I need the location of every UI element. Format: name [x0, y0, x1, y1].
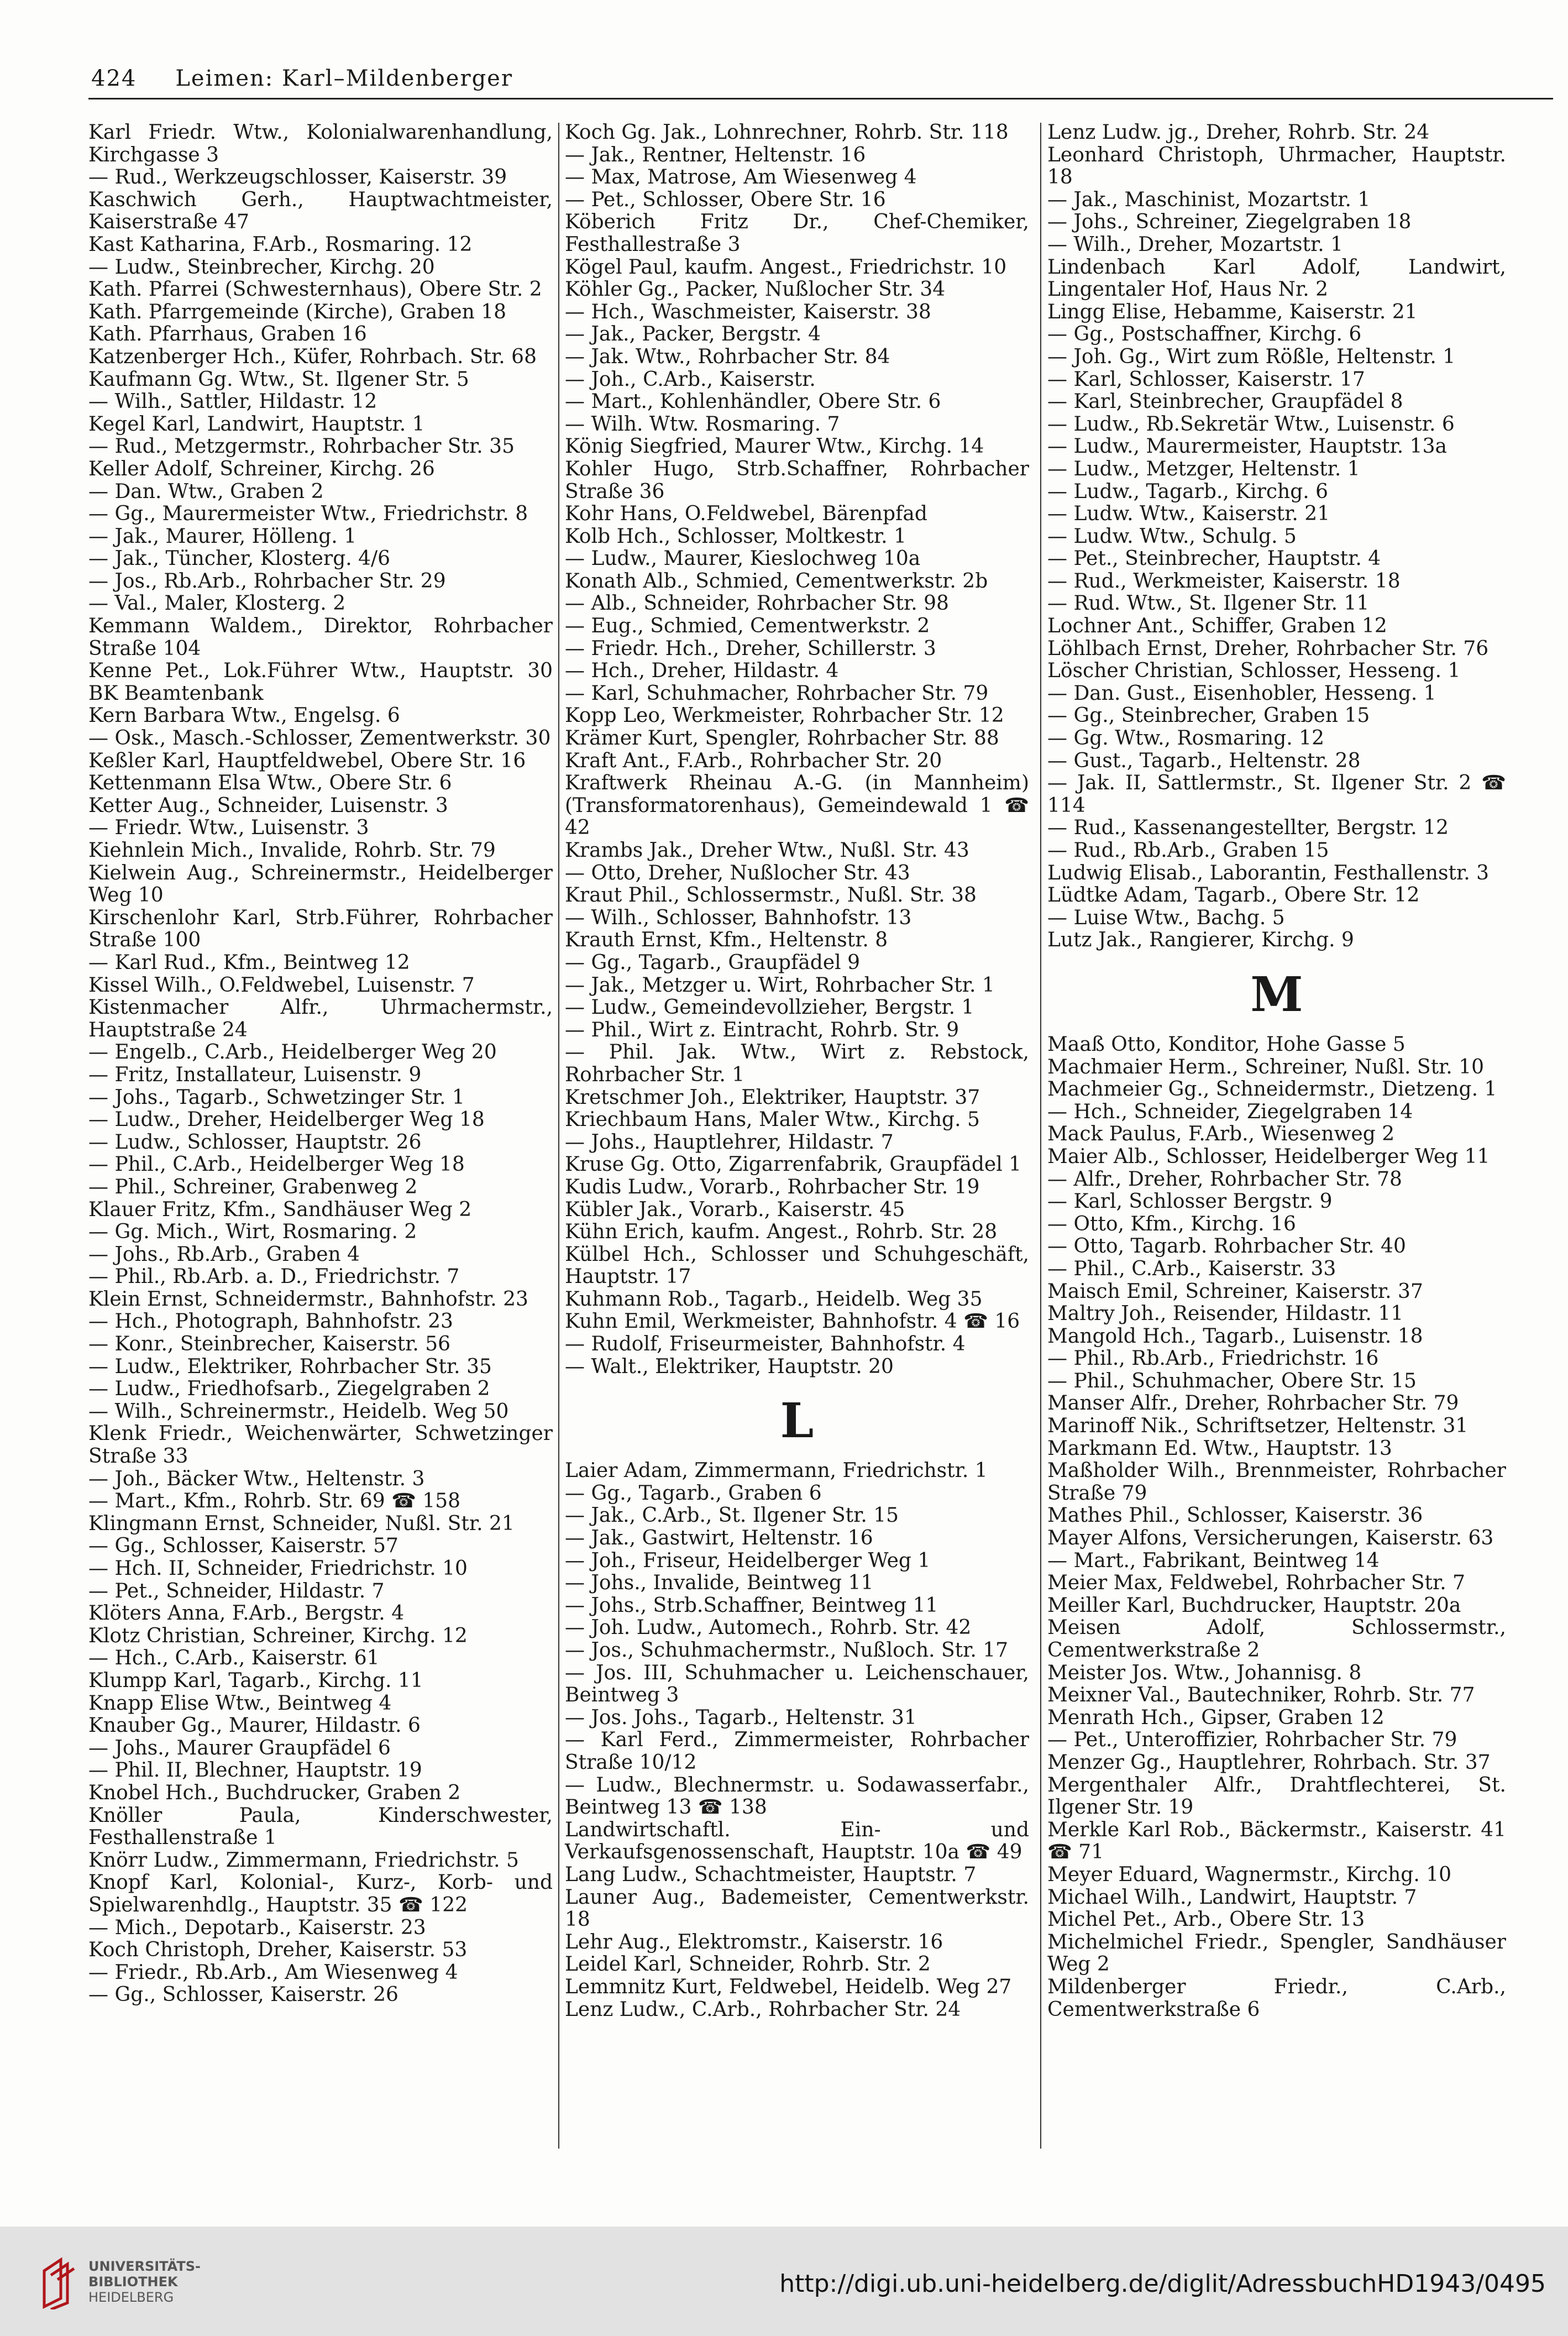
directory-entry: Kriechbaum Hans, Maler Wtw., Kirchg. 5 — [565, 1108, 980, 1132]
directory-entry: — Rud., Werkmeister, Kaiserstr. 18 — [1047, 569, 1401, 593]
directory-entry: Knobel Hch., Buchdrucker, Graben 2 — [88, 1781, 461, 1804]
entry-list — [1047, 1034, 1506, 2021]
directory-entry: — Rud. Wtw., St. Ilgener Str. 11 — [1047, 592, 1370, 615]
directory-entry: Knopf Karl, Kolonial-, Kurz-, Korb- und Spielwarenhdlg., Hauptstr. 35 ☎ 122 — [88, 1871, 553, 1916]
directory-entry: Koch Gg. Jak., Lohnrechner, Rohrb. Str. 118 — [565, 121, 1009, 144]
directory-entry: — Johs., Maurer Graupfädel 6 — [88, 1736, 391, 1759]
directory-entry: Launer Aug., Bademeister, Cementwerkstr. 18 — [565, 1885, 1029, 1931]
directory-entry: — Fritz, Installateur, Luisenstr. 9 — [88, 1063, 422, 1086]
directory-entry: — Jos., Rb.Arb., Rohrbacher Str. 29 — [88, 569, 446, 593]
header-rule — [88, 98, 1553, 99]
directory-entry: — Gg. Mich., Wirt, Rosmaring. 2 — [88, 1221, 417, 1244]
directory-entry: Lingg Elise, Hebamme, Kaiserstr. 21 — [1047, 300, 1418, 323]
directory-entry: Meiller Karl, Buchdrucker, Hauptstr. 20a — [1047, 1594, 1461, 1617]
directory-entry: — Joh. Gg., Wirt zum Rößle, Heltenstr. 1 — [1047, 345, 1456, 368]
directory-entry: Ketter Aug., Schneider, Luisenstr. 3 — [88, 794, 448, 817]
directory-entry: — Mart., Kohlenhändler, Obere Str. 6 — [565, 390, 941, 413]
directory-entry: Menrath Hch., Gipser, Graben 12 — [1047, 1706, 1385, 1729]
directory-entry: — Ludw., Dreher, Heidelberger Weg 18 — [88, 1108, 485, 1132]
directory-entry: Mildenberger Friedr., C.Arb., Cementwerkstraße 6 — [1047, 1975, 1506, 2021]
directory-entry: — Ludw., Steinbrecher, Kirchg. 20 — [88, 255, 435, 279]
directory-entry: Meister Jos. Wtw., Johannisg. 8 — [1047, 1661, 1362, 1684]
directory-entry: — Otto, Dreher, Nußlocher Str. 43 — [565, 861, 910, 884]
directory-entry: Michelmichel Friedr., Spengler, Sandhäuser Weg 2 — [1047, 1930, 1506, 1976]
directory-entry: Knapp Elise Wtw., Beintweg 4 — [88, 1691, 392, 1715]
directory-entry: — Gg., Maurermeister Wtw., Friedrichstr. 8 — [88, 502, 528, 526]
directory-entry: — Engelb., C.Arb., Heidelberger Weg 20 — [88, 1041, 497, 1064]
directory-entry: — Karl Rud., Kfm., Beintweg 12 — [88, 951, 410, 974]
directory-entry: Kaschwich Gerh., Hauptwachtmeister, Kaiserstraße 47 — [88, 188, 553, 234]
directory-entry: Maaß Otto, Konditor, Hohe Gasse 5 — [1047, 1033, 1406, 1056]
directory-entry: — Gust., Tagarb., Heltenstr. 28 — [1047, 749, 1361, 772]
column-divider — [558, 123, 559, 2149]
directory-entry: Maltry Joh., Reisender, Hildastr. 11 — [1047, 1302, 1404, 1326]
section-letter-m: M — [1250, 966, 1303, 1023]
directory-entry: — Jos. Johs., Tagarb., Heltenstr. 31 — [565, 1706, 917, 1729]
directory-entry: — Jak. II, Sattlermstr., St. Ilgener Str. 2 ☎ 114 — [1047, 772, 1506, 817]
directory-entry: — Jak., C.Arb., St. Ilgener Str. 15 — [565, 1504, 899, 1527]
directory-entry: — Mich., Depotarb., Kaiserstr. 23 — [88, 1916, 426, 1939]
directory-entry: Lehr Aug., Elektromstr., Kaiserstr. 16 — [565, 1930, 943, 1953]
directory-entry: — Johs., Schreiner, Ziegelgraben 18 — [1047, 211, 1412, 234]
directory-entry: Kraftwerk Rheinau A.-G. (in Mannheim) (Transformatorenhaus), Gemeindewald 1 ☎ 42 — [565, 772, 1029, 840]
directory-entry: — Jak., Rentner, Heltenstr. 16 — [565, 143, 866, 166]
directory-entry: — Walt., Elektriker, Hauptstr. 20 — [565, 1355, 894, 1378]
directory-column-3 — [1047, 122, 1506, 2021]
directory-entry: — Jak., Tüncher, Klosterg. 4/6 — [88, 547, 391, 570]
directory-entry: Kast Katharina, F.Arb., Rosmaring. 12 — [88, 233, 473, 256]
directory-entry: — Johs., Invalide, Beintweg 11 — [565, 1572, 874, 1595]
directory-entry: Kath. Pfarrhaus, Graben 16 — [88, 323, 367, 346]
directory-entry: — Phil., Rb.Arb. a. D., Friedrichstr. 7 — [88, 1265, 460, 1289]
directory-entry: — Ludw., Elektriker, Rohrbacher Str. 35 — [88, 1355, 492, 1378]
directory-entry: Kistenmacher Alfr., Uhrmachermstr., Hauptstraße 24 — [88, 996, 553, 1041]
directory-entry: Köberich Fritz Dr., Chef-Chemiker, Festhallestraße 3 — [565, 211, 1029, 256]
entry-list — [88, 122, 553, 2007]
directory-entry: Laier Adam, Zimmermann, Friedrichstr. 1 — [565, 1459, 988, 1483]
directory-entry: Merkle Karl Rob., Bäckermstr., Kaiserstr. 41 ☎ 71 — [1047, 1818, 1506, 1864]
directory-entry: Landwirtschaftl. Ein- und Verkaufsgenossenschaft, Hauptstr. 10a ☎ 49 — [565, 1818, 1029, 1864]
library-name: UNIVERSITÄTS- BIBLIOTHEK HEIDELBERG — [88, 2259, 201, 2305]
directory-column-1 — [88, 122, 553, 2007]
directory-entry: — Wilh., Schreinermstr., Heidelb. Weg 50 — [88, 1400, 509, 1423]
directory-entry: Lang Ludw., Schachtmeister, Hauptstr. 7 — [565, 1863, 977, 1886]
directory-entry: — Phil., Schuhmacher, Obere Str. 15 — [1047, 1369, 1417, 1392]
directory-entry: Menzer Gg., Hauptlehrer, Rohrbach. Str. 37 — [1047, 1751, 1491, 1774]
directory-entry: — Karl Ferd., Zimmermeister, Rohrbacher Straße 10/12 — [565, 1729, 1029, 1774]
directory-entry: — Pet., Steinbrecher, Hauptstr. 4 — [1047, 547, 1381, 570]
directory-entry: — Ludw., Tagarb., Kirchg. 6 — [1047, 480, 1329, 503]
directory-entry: Lemmnitz Kurt, Feldwebel, Heidelb. Weg 27 — [565, 1975, 1012, 1998]
directory-entry: — Pet., Schneider, Hildastr. 7 — [88, 1579, 385, 1602]
directory-entry: Konath Alb., Schmied, Cementwerkstr. 2b — [565, 569, 988, 593]
directory-entry: — Jak., Maschinist, Mozartstr. 1 — [1047, 188, 1371, 211]
directory-entry: Kudis Ludw., Vorarb., Rohrbacher Str. 19 — [565, 1175, 980, 1198]
directory-entry: — Rud., Rb.Arb., Graben 15 — [1047, 839, 1329, 862]
directory-entry: — Jak. Wtw., Rohrbacher Str. 84 — [565, 345, 890, 368]
directory-entry: — Phil., Wirt z. Eintracht, Rohrb. Str. 9 — [565, 1018, 959, 1041]
directory-entry: — Johs., Rb.Arb., Graben 4 — [88, 1243, 360, 1266]
directory-entry: — Hch., Dreher, Hildastr. 4 — [565, 659, 839, 683]
directory-entry: — Phil., C.Arb., Heidelberger Weg 18 — [88, 1153, 465, 1176]
directory-entry: Mack Paulus, F.Arb., Wiesenweg 2 — [1047, 1123, 1395, 1146]
directory-entry: — Gg., Postschaffner, Kirchg. 6 — [1047, 323, 1362, 346]
directory-entry: — Hch., Schneider, Ziegelgraben 14 — [1047, 1100, 1413, 1123]
directory-entry: — Alb., Schneider, Rohrbacher Str. 98 — [565, 592, 949, 615]
directory-entry: — Ludw., Rb.Sekretär Wtw., Luisenstr. 6 — [1047, 412, 1455, 436]
directory-entry: — Wilh., Schlosser, Bahnhofstr. 13 — [565, 906, 912, 929]
directory-entry: — Karl, Schlosser Bergstr. 9 — [1047, 1190, 1333, 1213]
directory-entry: — Dan. Gust., Eisenhobler, Hesseng. 1 — [1047, 682, 1436, 705]
directory-entry: Machmeier Gg., Schneidermstr., Dietzeng. 1 — [1047, 1078, 1497, 1101]
directory-entry: Maisch Emil, Schreiner, Kaiserstr. 37 — [1047, 1280, 1423, 1303]
directory-entry: — Jak., Gastwirt, Heltenstr. 16 — [565, 1527, 873, 1550]
directory-entry: — Friedr. Wtw., Luisenstr. 3 — [88, 816, 369, 840]
directory-entry: Knauber Gg., Maurer, Hildastr. 6 — [88, 1714, 421, 1737]
directory-entry: Kath. Pfarrgemeinde (Kirche), Graben 18 — [88, 300, 507, 323]
directory-entry: Manser Alfr., Dreher, Rohrbacher Str. 79 — [1047, 1392, 1459, 1415]
directory-entry: Lochner Ant., Schiffer, Graben 12 — [1047, 615, 1387, 638]
directory-entry: Kath. Pfarrei (Schwesternhaus), Obere Str. 2 — [88, 278, 542, 301]
directory-entry: Leonhard Christoph, Uhrmacher, Hauptstr. 18 — [1047, 143, 1506, 189]
directory-entry: Mangold Hch., Tagarb., Luisenstr. 18 — [1047, 1324, 1423, 1348]
directory-entry: Klingmann Ernst, Schneider, Nußl. Str. 21 — [88, 1512, 515, 1535]
directory-entry: — Ludw. Wtw., Kaiserstr. 21 — [1047, 502, 1330, 526]
directory-entry: Klotz Christian, Schreiner, Kirchg. 12 — [88, 1624, 468, 1647]
directory-entry: — Otto, Kfm., Kirchg. 16 — [1047, 1212, 1296, 1235]
directory-entry: Michel Pet., Arb., Obere Str. 13 — [1047, 1908, 1365, 1931]
library-logo-icon — [39, 2254, 85, 2309]
directory-entry: Kuhmann Rob., Tagarb., Heidelb. Weg 35 — [565, 1287, 983, 1311]
directory-entry: — Jos., Schuhmachermstr., Nußloch. Str. 17 — [565, 1639, 1009, 1662]
directory-entry: — Friedr. Hch., Dreher, Schillerstr. 3 — [565, 637, 936, 660]
directory-entry: — Ludw. Wtw., Schulg. 5 — [1047, 525, 1297, 548]
directory-entry: Marinoff Nik., Schriftsetzer, Heltenstr. 31 — [1047, 1415, 1469, 1438]
directory-entry: Klein Ernst, Schneidermstr., Bahnhofstr. 23 — [88, 1287, 528, 1311]
directory-entry: Kopp Leo, Werkmeister, Rohrbacher Str. 12 — [565, 704, 1004, 727]
directory-entry: Klauer Fritz, Kfm., Sandhäuser Weg 2 — [88, 1198, 472, 1221]
directory-entry: Mergenthaler Alfr., Drahtflechterei, St. Ilgener Str. 19 — [1047, 1773, 1506, 1819]
directory-entry: — Gg. Wtw., Rosmaring. 12 — [1047, 727, 1324, 750]
directory-entry: Markmann Ed. Wtw., Hauptstr. 13 — [1047, 1437, 1392, 1460]
directory-entry: Leidel Karl, Schneider, Rohrb. Str. 2 — [565, 1953, 931, 1976]
directory-entry: Kiehnlein Mich., Invalide, Rohrb. Str. 79 — [88, 839, 496, 862]
entry-list — [565, 1460, 1029, 2021]
directory-entry: — Ludw., Blechnermstr. u. Sodawasserfabr., Beintweg 13 ☎ 138 — [565, 1773, 1029, 1819]
directory-entry: — Friedr., Rb.Arb., Am Wiesenweg 4 — [88, 1961, 458, 1984]
running-title: Leimen: Karl–Mildenberger — [175, 66, 513, 91]
directory-entry: — Phil., Schreiner, Grabenweg 2 — [88, 1175, 418, 1198]
directory-entry: Lindenbach Karl Adolf, Landwirt, Lingentaler Hof, Haus Nr. 2 — [1047, 255, 1506, 301]
directory-entry: Klumpp Karl, Tagarb., Kirchg. 11 — [88, 1669, 423, 1692]
directory-entry: Meixner Val., Bautechniker, Rohrb. Str. 77 — [1047, 1684, 1475, 1707]
directory-entry: — Otto, Tagarb. Rohrbacher Str. 40 — [1047, 1235, 1406, 1258]
directory-entry: — Hch., Waschmeister, Kaiserstr. 38 — [565, 300, 931, 323]
directory-entry: — Pet., Schlosser, Obere Str. 16 — [565, 188, 886, 211]
entry-list — [565, 122, 1029, 1378]
directory-entry: Machmaier Herm., Schreiner, Nußl. Str. 10 — [1047, 1055, 1484, 1078]
directory-entry: Kolb Hch., Schlosser, Moltkestr. 1 — [565, 525, 906, 548]
directory-entry: Kraft Ant., F.Arb., Rohrbacher Str. 20 — [565, 749, 942, 772]
directory-entry: — Phil. Jak. Wtw., Wirt z. Rebstock, Rohrbacher Str. 1 — [565, 1041, 1029, 1086]
directory-entry: — Rudolf, Friseurmeister, Bahnhofstr. 4 — [565, 1333, 966, 1356]
directory-entry: Kirschenlohr Karl, Strb.Führer, Rohrbacher Straße 100 — [88, 906, 553, 952]
directory-entry: Knörr Ludw., Zimmermann, Friedrichstr. 5 — [88, 1848, 519, 1872]
directory-entry: Maßholder Wilh., Brennmeister, Rohrbacher Straße 79 — [1047, 1459, 1506, 1505]
directory-entry: Kuhn Emil, Werkmeister, Bahnhofstr. 4 ☎ 16 — [565, 1310, 1020, 1333]
directory-entry: — Karl, Steinbrecher, Graupfädel 8 — [1047, 390, 1403, 413]
directory-entry: — Jak., Metzger u. Wirt, Rohrbacher Str. 1 — [565, 973, 995, 997]
directory-entry: — Konr., Steinbrecher, Kaiserstr. 56 — [88, 1333, 451, 1356]
directory-entry: — Pet., Unteroffizier, Rohrbacher Str. 79 — [1047, 1729, 1457, 1752]
directory-entry: Kissel Wilh., O.Feldwebel, Luisenstr. 7 — [88, 973, 475, 997]
directory-entry: — Dan. Wtw., Graben 2 — [88, 480, 324, 503]
directory-entry: Koch Christoph, Dreher, Kaiserstr. 53 — [88, 1939, 468, 1962]
page-header — [91, 53, 1550, 91]
directory-entry: — Joh., C.Arb., Kaiserstr. — [565, 368, 816, 391]
directory-entry: Mayer Alfons, Versicherungen, Kaiserstr. 63 — [1047, 1527, 1494, 1550]
directory-entry: Kettenmann Elsa Wtw., Obere Str. 6 — [88, 772, 452, 795]
directory-entry: Lüdtke Adam, Tagarb., Obere Str. 12 — [1047, 884, 1420, 907]
directory-entry: Kühn Erich, kaufm. Angest., Rohrb. Str. 28 — [565, 1221, 998, 1244]
directory-entry: Meyer Eduard, Wagnermstr., Kirchg. 10 — [1047, 1863, 1452, 1886]
directory-entry: — Val., Maler, Klosterg. 2 — [88, 592, 346, 615]
directory-entry: Kohr Hans, O.Feldwebel, Bärenpfad — [565, 502, 927, 526]
directory-entry: — Karl, Schuhmacher, Rohrbacher Str. 79 — [565, 682, 989, 705]
directory-entry: Michael Wilh., Landwirt, Hauptstr. 7 — [1047, 1885, 1417, 1909]
directory-entry: — Osk., Masch.-Schlosser, Zementwerkstr. 30 — [88, 727, 551, 750]
section-letter-l: L — [780, 1393, 814, 1449]
directory-entry: — Phil., C.Arb., Kaiserstr. 33 — [1047, 1257, 1336, 1280]
directory-entry: König Siegfried, Maurer Wtw., Kirchg. 14 — [565, 435, 984, 458]
directory-entry: — Luise Wtw., Bachg. 5 — [1047, 906, 1285, 929]
directory-entry: Kemmann Waldem., Direktor, Rohrbacher Straße 104 — [88, 615, 553, 660]
directory-entry: — Mart., Kfm., Rohrb. Str. 69 ☎ 158 — [88, 1490, 461, 1513]
directory-entry: Maier Alb., Schlosser, Heidelberger Weg 11 — [1047, 1145, 1490, 1168]
directory-entry: Löhlbach Ernst, Dreher, Rohrbacher Str. 76 — [1047, 637, 1489, 660]
directory-entry: Meisen Adolf, Schlossermstr., Cementwerkstraße 2 — [1047, 1616, 1506, 1662]
directory-entry: Kretschmer Joh., Elektriker, Hauptstr. 37 — [565, 1086, 980, 1109]
directory-entry: Kruse Gg. Otto, Zigarrenfabrik, Graupfädel 1 — [565, 1153, 1022, 1176]
directory-entry: Krämer Kurt, Spengler, Rohrbacher Str. 88 — [565, 727, 999, 750]
directory-entry: — Ludw., Maurermeister, Hauptstr. 13a — [1047, 435, 1447, 458]
page-number: 424 — [91, 66, 137, 91]
directory-entry: Kögel Paul, kaufm. Angest., Friedrichstr. 10 — [565, 255, 1007, 279]
directory-entry: Köhler Gg., Packer, Nußlocher Str. 34 — [565, 278, 946, 301]
directory-entry: Keller Adolf, Schreiner, Kirchg. 26 — [88, 457, 435, 480]
directory-entry: Katzenberger Hch., Küfer, Rohrbach. Str. 68 — [88, 345, 537, 368]
directory-entry: — Wilh. Wtw. Rosmaring. 7 — [565, 412, 840, 436]
directory-entry: — Rud., Kassenangestellter, Bergstr. 12 — [1047, 816, 1449, 840]
directory-entry: — Joh. Ludw., Automech., Rohrb. Str. 42 — [565, 1616, 972, 1640]
directory-entry: — Hch., C.Arb., Kaiserstr. 61 — [88, 1647, 380, 1670]
directory-entry: Kaufmann Gg. Wtw., St. Ilgener Str. 5 — [88, 368, 469, 391]
directory-entry: — Max, Matrose, Am Wiesenweg 4 — [565, 166, 917, 189]
directory-entry: — Ludw., Metzger, Heltenstr. 1 — [1047, 457, 1360, 480]
directory-entry: Kern Barbara Wtw., Engelsg. 6 — [88, 704, 400, 727]
column-divider — [1040, 123, 1041, 2149]
directory-entry: — Ludw., Schlosser, Hauptstr. 26 — [88, 1130, 422, 1154]
directory-entry: — Johs., Strb.Schaffner, Beintweg 11 — [565, 1594, 938, 1617]
library-footer — [0, 2227, 1568, 2336]
directory-entry: — Joh., Bäcker Wtw., Heltenstr. 3 — [88, 1467, 425, 1490]
directory-entry: — Joh., Friseur, Heidelberger Weg 1 — [565, 1549, 931, 1572]
directory-entry: — Jos. III, Schuhmacher u. Leichenschauer, Beintweg 3 — [565, 1661, 1029, 1707]
directory-entry: Knöller Paula, Kinderschwester, Festhallenstraße 1 — [88, 1804, 553, 1850]
directory-entry: Kegel Karl, Landwirt, Hauptstr. 1 — [88, 412, 425, 436]
directory-entry: — Hch., Photograph, Bahnhofstr. 23 — [88, 1310, 453, 1333]
directory-entry: Keßler Karl, Hauptfeldwebel, Obere Str. 16 — [88, 749, 526, 772]
directory-entry: Meier Max, Feldwebel, Rohrbacher Str. 7 — [1047, 1572, 1466, 1595]
directory-entry: Krambs Jak., Dreher Wtw., Nußl. Str. 43 — [565, 839, 969, 862]
directory-entry: Kraut Phil., Schlossermstr., Nußl. Str. 38 — [565, 884, 977, 907]
directory-entry: — Mart., Fabrikant, Beintweg 14 — [1047, 1549, 1380, 1572]
directory-entry: — Phil., Rb.Arb., Friedrichstr. 16 — [1047, 1347, 1379, 1370]
directory-column-2 — [565, 122, 1029, 2021]
directory-entry: Kenne Pet., Lok.Führer Wtw., Hauptstr. 30 BK Beamtenbank — [88, 659, 553, 705]
directory-entry: — Phil. II, Blechner, Hauptstr. 19 — [88, 1759, 422, 1782]
directory-entry: Klenk Friedr., Weichenwärter, Schwetzinger Straße 33 — [88, 1422, 553, 1468]
directory-entry: — Alfr., Dreher, Rohrbacher Str. 78 — [1047, 1167, 1402, 1191]
directory-entry: — Johs., Hauptlehrer, Hildastr. 7 — [565, 1130, 894, 1154]
directory-entry: Mathes Phil., Schlosser, Kaiserstr. 36 — [1047, 1504, 1423, 1527]
directory-entry: Löscher Christian, Schlosser, Hesseng. 1 — [1047, 659, 1461, 683]
directory-entry: — Ludw., Maurer, Kieslochweg 10a — [565, 547, 921, 570]
directory-entry: Kohler Hugo, Strb.Schaffner, Rohrbacher Straße 36 — [565, 457, 1029, 503]
directory-entry: — Rud., Werkzeugschlosser, Kaiserstr. 39 — [88, 166, 507, 189]
directory-entry: — Gg., Schlosser, Kaiserstr. 26 — [88, 1983, 398, 2007]
source-url-link[interactable]: http://digi.ub.uni-heidelberg.de/diglit/AdressbuchHD1943/0495 — [779, 2270, 1546, 2298]
directory-entry: — Jak., Packer, Bergstr. 4 — [565, 323, 821, 346]
directory-entry: — Hch. II, Schneider, Friedrichstr. 10 — [88, 1557, 468, 1580]
directory-entry: Karl Friedr. Wtw., Kolonialwarenhandlung, Kirchgasse 3 — [88, 121, 553, 166]
directory-entry: Kielwein Aug., Schreinermstr., Heidelberger Weg 10 — [88, 861, 553, 907]
directory-entry: — Johs., Tagarb., Schwetzinger Str. 1 — [88, 1086, 465, 1109]
directory-entry: Klöters Anna, F.Arb., Bergstr. 4 — [88, 1602, 405, 1625]
directory-entry: Krauth Ernst, Kfm., Heltenstr. 8 — [565, 929, 888, 952]
directory-entry: — Gg., Tagarb., Graupfädel 9 — [565, 951, 861, 974]
directory-entry: — Ludw., Friedhofsarb., Ziegelgraben 2 — [88, 1377, 490, 1401]
directory-entry: — Gg., Schlosser, Kaiserstr. 57 — [88, 1534, 398, 1558]
directory-entry: — Gg., Steinbrecher, Graben 15 — [1047, 704, 1370, 727]
directory-entry: Külbel Hch., Schlosser und Schuhgeschäft, Hauptstr. 17 — [565, 1243, 1029, 1289]
directory-entry: Lenz Ludw. jg., Dreher, Rohrb. Str. 24 — [1047, 121, 1430, 144]
directory-entry: — Ludw., Gemeindevollzieher, Bergstr. 1 — [565, 996, 974, 1019]
directory-entry: Lutz Jak., Rangierer, Kirchg. 9 — [1047, 929, 1354, 952]
entry-list — [1047, 122, 1506, 952]
directory-entry: — Wilh., Sattler, Hildastr. 12 — [88, 390, 377, 413]
directory-entry: — Karl, Schlosser, Kaiserstr. 17 — [1047, 368, 1365, 391]
directory-entry: — Rud., Metzgermstr., Rohrbacher Str. 35 — [88, 435, 515, 458]
directory-entry: Lenz Ludw., C.Arb., Rohrbacher Str. 24 — [565, 1998, 961, 2021]
directory-entry: Kübler Jak., Vorarb., Kaiserstr. 45 — [565, 1198, 905, 1221]
directory-entry: — Jak., Maurer, Hölleng. 1 — [88, 525, 357, 548]
directory-entry: Ludwig Elisab., Laborantin, Festhallenstr. 3 — [1047, 861, 1489, 884]
directory-entry: — Wilh., Dreher, Mozartstr. 1 — [1047, 233, 1343, 256]
directory-entry: — Gg., Tagarb., Graben 6 — [565, 1481, 822, 1505]
directory-entry: — Eug., Schmied, Cementwerkstr. 2 — [565, 615, 930, 638]
